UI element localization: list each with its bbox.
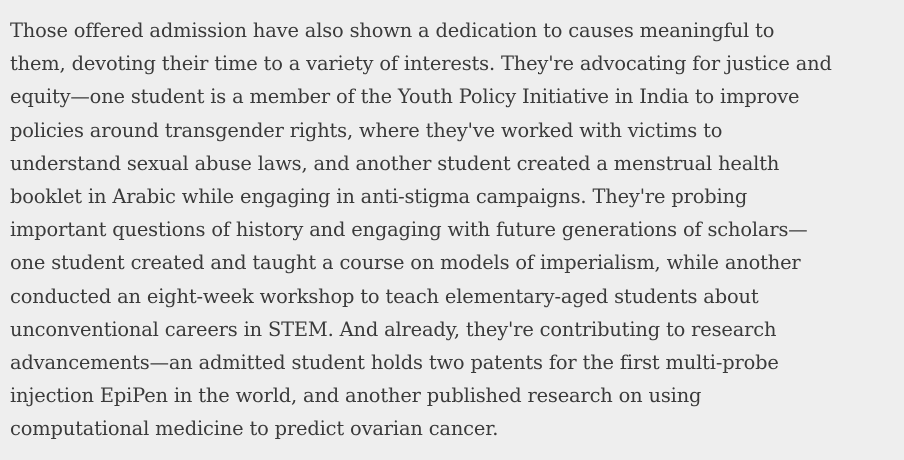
paragraph-line: computational medicine to predict ovarian cancer. xyxy=(10,417,499,441)
paragraph-line: important questions of history and engaging with future generations of scholars— xyxy=(10,218,808,242)
paragraph-line: policies around transgender rights, where they've worked with victims to xyxy=(10,118,723,142)
paragraph-line: equity—one student is a member of the Youth Policy Initiative in India to improve xyxy=(10,85,800,109)
article-paragraph xyxy=(10,14,902,446)
paragraph-line: injection EpiPen in the world, and another published research on using xyxy=(10,384,702,408)
paragraph-line: understand sexual abuse laws, and another student created a menstrual health xyxy=(10,151,780,175)
paragraph-line: unconventional careers in STEM. And already, they're contributing to research xyxy=(10,317,777,341)
paragraph-line: them, devoting their time to a variety of interests. They're advocating for justice and xyxy=(10,52,832,76)
paragraph-line: conducted an eight-week workshop to teach elementary-aged students about xyxy=(10,284,759,308)
paragraph-line: one student created and taught a course on models of imperialism, while another xyxy=(10,251,801,275)
paragraph-line: advancements—an admitted student holds two patents for the first multi-probe xyxy=(10,351,779,375)
paragraph-line: booklet in Arabic while engaging in anti-stigma campaigns. They're probing xyxy=(10,185,748,209)
paragraph-line: Those offered admission have also shown a dedication to causes meaningful to xyxy=(10,19,775,42)
